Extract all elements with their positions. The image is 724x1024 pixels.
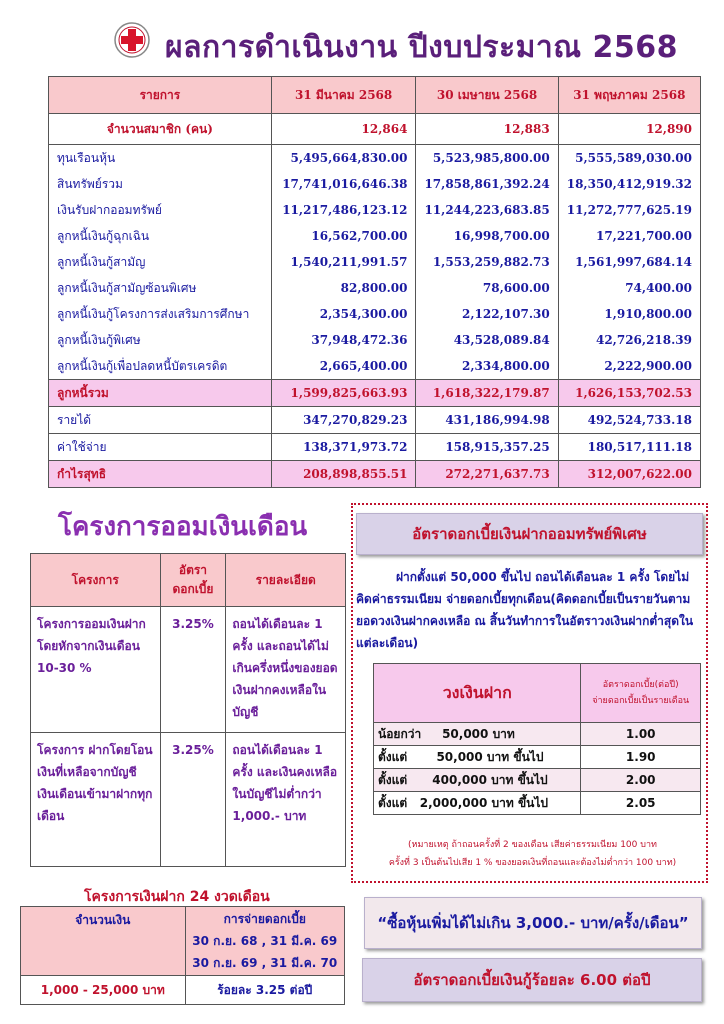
tier-value: 2,000,000 บาท (419, 795, 514, 810)
income-row (49, 407, 701, 434)
row-label: ลูกหนี้เงินกู้สามัญซ้อนพิเศษ (49, 275, 272, 301)
cell-value: 11,217,486,123.12 (271, 197, 416, 223)
cell-value: 16,562,700.00 (271, 223, 416, 249)
tier-rate: 1.00 (581, 723, 701, 746)
cell-value: 158,915,357.25 (416, 434, 558, 461)
cell-value: 82,800.00 (271, 275, 416, 301)
cell-value: 2,665,400.00 (271, 353, 416, 380)
table-row (49, 249, 701, 275)
table-row (31, 733, 346, 867)
cell-value: 12,864 (271, 114, 416, 145)
cell-value: 492,524,733.18 (558, 407, 700, 434)
fee-note-line: (หมายเหตุ ถ้าถอนครั้งที่ 2 ของเดือน เสียค่าธรรมเนียม 100 บาท (408, 840, 657, 850)
payment-dates-cell (185, 907, 345, 976)
tier-value: 50,000 บาท (442, 726, 515, 741)
column-header: 30 เมษายน 2568 (416, 77, 558, 114)
table-row (49, 171, 701, 197)
table-row (49, 327, 701, 353)
cell-value: 43,528,089.84 (416, 327, 558, 353)
interest-rate: 3.25% (160, 733, 226, 867)
cell-value: 12,883 (416, 114, 558, 145)
cell-value: 11,244,223,683.85 (416, 197, 558, 223)
table-row (49, 223, 701, 249)
tier-rate: 2.05 (581, 792, 701, 815)
page-title: ผลการดำเนินงาน ปีงบประมาณ 2568 (165, 30, 679, 65)
cell-value: 1,553,259,882.73 (416, 249, 558, 275)
performance-table (48, 76, 701, 488)
row-label: ค่าใช้จ่าย (49, 434, 272, 461)
column-header: วงเงินฝาก (374, 664, 581, 723)
row-label: ลูกหนี้เงินกู้โครงการส่งเสริมการศึกษา (49, 301, 272, 327)
tier-suffix: ขึ้นไป (517, 795, 548, 810)
column-header (581, 664, 701, 723)
tier-amount (374, 746, 581, 769)
tier-rate: 2.00 (581, 769, 701, 792)
project-name: โครงการ ฝากโดยโอนเงินที่เหลือจากบัญชีเงินเดือนเข้ามาฝากทุกเดือน (31, 733, 161, 867)
cell-value: 5,495,664,830.00 (271, 145, 416, 172)
column-header: 31 มีนาคม 2568 (271, 77, 416, 114)
cell-value: 17,858,861,392.24 (416, 171, 558, 197)
table-row (49, 353, 701, 380)
salary-savings-title: โครงการออมเงินเดือน (58, 512, 308, 542)
cell-value: 431,186,994.98 (416, 407, 558, 434)
cell-value: 347,270,829.23 (271, 407, 416, 434)
cell-value: 42,726,218.39 (558, 327, 700, 353)
row-label: ทุนเรือนหุ้น (49, 145, 272, 172)
column-header: อัตรา ดอกเบี้ย (160, 554, 226, 607)
column-header: โครงการ (31, 554, 161, 607)
cell-value: 180,517,111.18 (558, 434, 700, 461)
cell-value: 5,523,985,800.00 (416, 145, 558, 172)
cell-value: 2,122,107.30 (416, 301, 558, 327)
cell-value: 1,618,322,179.87 (416, 380, 558, 407)
cell-value: 312,007,622.00 (558, 461, 700, 488)
table-row (49, 275, 701, 301)
tier-condition: ตั้งแต่ (378, 772, 408, 787)
cell-value: 1,540,211,991.57 (271, 249, 416, 275)
tier-condition: น้อยกว่า (378, 726, 422, 741)
cell-value: 18,350,412,919.32 (558, 171, 700, 197)
cell-value: 5,555,589,030.00 (558, 145, 700, 172)
cell-value: 17,221,700.00 (558, 223, 700, 249)
members-row (49, 114, 701, 145)
table-header-row (21, 907, 345, 976)
row-label: จำนวนสมาชิก (คน) (49, 114, 272, 145)
rate-header-line: อัตราดอกเบี้ย(ต่อปี) (602, 680, 679, 690)
tier-value: 50,000 บาท (436, 749, 510, 764)
table-row (31, 607, 346, 733)
row-label: กำไรสุทธิ (49, 461, 272, 488)
total-debtors-row (49, 380, 701, 407)
row-label: ลูกหนี้เงินกู้สามัญ (49, 249, 272, 275)
row-label: ลูกหนี้รวม (49, 380, 272, 407)
tier-value: 400,000 บาท (432, 772, 514, 787)
deposit-24-title: โครงการเงินฝาก 24 งวดเดือน (84, 889, 270, 905)
fee-note-line: ครั้งที่ 3 เป็นต้นไปเสีย 1 % ของยอดเงินที่ถอนและต้องไม่ต่ำกว่า 100 บาท) (388, 858, 677, 868)
cell-value: 1,626,153,702.53 (558, 380, 700, 407)
cell-value: 12,890 (558, 114, 700, 145)
cell-value: 37,948,472.36 (271, 327, 416, 353)
cell-value: 2,222,900.00 (558, 353, 700, 380)
column-header: รายละเอียด (226, 554, 346, 607)
cell-value: 1,910,800.00 (558, 301, 700, 327)
cell-value: 11,272,777,625.19 (558, 197, 700, 223)
table-row (374, 723, 701, 746)
tier-condition: ตั้งแต่ (378, 795, 408, 810)
share-purchase-notice: “ซื้อหุ้นเพิ่มได้ไม่เกิน 3,000.- บาท/ครั้ง/เดือน” (364, 897, 702, 949)
table-row (49, 197, 701, 223)
table-row (374, 792, 701, 815)
row-label: เงินรับฝากออมทรัพย์ (49, 197, 272, 223)
expense-row (49, 434, 701, 461)
fee-note (365, 836, 700, 872)
payment-dates: 30 ก.ย. 68 , 31 มี.ค. 69 (192, 934, 338, 948)
special-savings-description: ฝากตั้งแต่ 50,000 ขึ้นไป ถอนได้เดือนละ 1 ครั้ง โดยไม่คิดค่าธรรมเนียม จ่ายดอกเบี้ยทุกเดือน(คิดดอกเบี้ยเป็นรายวันตามยอดวงเงินฝากคงเหลือ ณ สิ้นวันทำการในอัตราวงเงินฝากต่ำสุดในแต่ละเดือน) (356, 570, 694, 650)
tier-rate: 1.90 (581, 746, 701, 769)
cell-value: 2,334,800.00 (416, 353, 558, 380)
cell-value: 2,354,300.00 (271, 301, 416, 327)
cell-value: 138,371,973.72 (271, 434, 416, 461)
project-detail: ถอนได้เดือนละ 1 ครั้ง และเงินคงเหลือในบัญชีไม่ต่ำกว่า 1,000.- บาท (226, 733, 346, 867)
row-label: รายได้ (49, 407, 272, 434)
table-row (374, 746, 701, 769)
row-label: สินทรัพย์รวม (49, 171, 272, 197)
table-row (21, 976, 345, 1005)
tier-condition: ตั้งแต่ (378, 749, 408, 764)
cell-value: 78,600.00 (416, 275, 558, 301)
tier-amount (374, 792, 581, 815)
tier-suffix: ขึ้นไป (513, 749, 544, 764)
table-header-row (49, 77, 701, 114)
column-header: 31 พฤษภาคม 2568 (558, 77, 700, 114)
cell-value: 208,898,855.51 (271, 461, 416, 488)
cell-value: 17,741,016,646.38 (271, 171, 416, 197)
net-profit-row (49, 461, 701, 488)
payment-dates: 30 ก.ย. 69 , 31 มี.ค. 70 (192, 956, 338, 970)
table-row (49, 145, 701, 172)
tier-suffix: ขึ้นไป (517, 772, 548, 787)
cell-value: 1,599,825,663.93 (271, 380, 416, 407)
column-header: รายการ (49, 77, 272, 114)
tier-amount (374, 769, 581, 792)
cell-value: 16,998,700.00 (416, 223, 558, 249)
deposit-rate: ร้อยละ 3.25 ต่อปี (185, 976, 345, 1005)
row-label: ลูกหนี้เงินกู้ฉุกเฉิน (49, 223, 272, 249)
column-header: จำนวนเงิน (21, 907, 186, 976)
cell-value: 74,400.00 (558, 275, 700, 301)
interest-rate: 3.25% (160, 607, 226, 733)
deposit-tier-table (373, 663, 701, 815)
cell-value: 1,561,997,684.14 (558, 249, 700, 275)
rate-header-line: จ่ายดอกเบี้ยเป็นรายเดือน (592, 696, 690, 706)
row-label: ลูกหนี้เงินกู้เพื่อปลดหนี้บัตรเครดิต (49, 353, 272, 380)
table-header-row (374, 664, 701, 723)
column-header: การจ่ายดอกเบี้ย (223, 912, 306, 926)
deposit-amount: 1,000 - 25,000 บาท (21, 976, 186, 1005)
row-label: ลูกหนี้เงินกู้พิเศษ (49, 327, 272, 353)
deposit-24-table (20, 906, 345, 1005)
special-savings-title: อัตราดอกเบี้ยเงินฝากออมทรัพย์พิเศษ (356, 513, 703, 555)
table-header-row (31, 554, 346, 607)
project-name: โครงการออมเงินฝากโดยหักจากเงินเดือน 10-30 % (31, 607, 161, 733)
red-cross-logo-icon (114, 22, 150, 58)
salary-savings-table (30, 553, 346, 867)
project-detail: ถอนได้เดือนละ 1 ครั้ง และถอนได้ไม่เกินครึ่งหนึ่งของยอดเงินฝากคงเหลือในบัญชี (226, 607, 346, 733)
table-row (49, 301, 701, 327)
cell-value: 272,271,637.73 (416, 461, 558, 488)
loan-rate-notice: อัตราดอกเบี้ยเงินกู้ร้อยละ 6.00 ต่อปี (362, 958, 702, 1002)
tier-amount (374, 723, 581, 746)
table-row (374, 769, 701, 792)
